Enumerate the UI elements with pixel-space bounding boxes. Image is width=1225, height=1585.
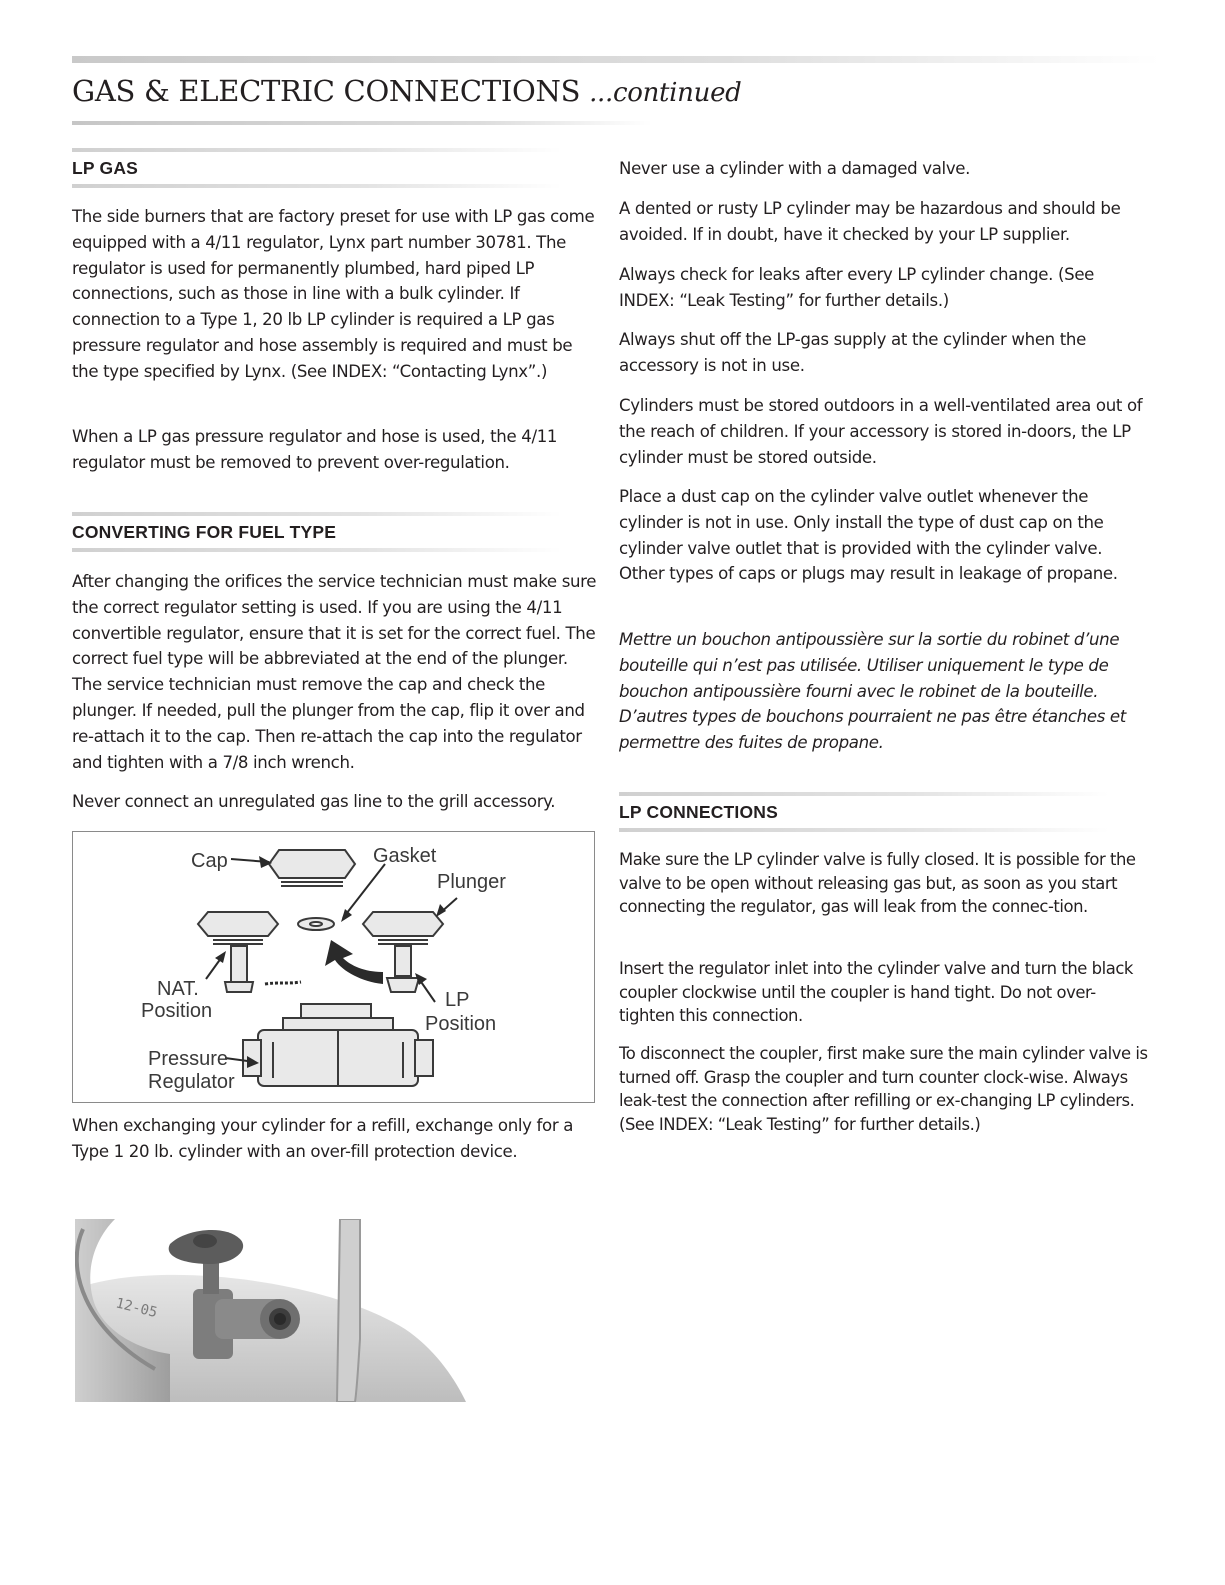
label-pressure: Pressure [148, 1048, 229, 1070]
section-header-lp-gas [72, 148, 562, 188]
lp-connections-paragraph-1: Make sure the LP cylinder valve is fully closed. It is possible for the valve to be open without releasing gas but, as soon as you start connecting the regulator, gas will leak from the connec-tion. [619, 850, 1136, 917]
lp-connections-paragraph-3: To disconnect the coupler, first make sure the main cylinder valve is turned off. Grasp the coupler and turn counter clock-wise. Always leak-test the connection after refilling or ex-changing LP cylinders. (See INDEX: “Leak Testing” for further details.) [619, 1044, 1148, 1134]
section-header-lp-connections [619, 792, 1109, 832]
lp-gas-paragraph-1: The side burners that are factory preset for use with LP gas come equipped with a 4/11 regulator, Lynx part number 30781. The regulator is used for permanently plumbed, hard piped LP connections, such as those in line with a bulk cylinder. If connection to a Type 1, 20 lb LP cylinder is required a LP gas pressure regulator and hose assembly is required and must be the type specified by Lynx. (See INDEX: “Contacting Lynx”.) [72, 207, 595, 381]
lp-connections-paragraph-2: Insert the regulator inlet into the cylinder valve and turn the black coupler clockwise until the coupler is hand tight. Do not over-tighten this connection. [619, 959, 1133, 1026]
lp-cylinder-valve-image [75, 1219, 466, 1402]
section-header-converting [72, 512, 562, 552]
section-rule [619, 828, 1109, 832]
label-cap: Cap [191, 850, 228, 872]
right-paragraph-6-french: Mettre un bouchon antipoussière sur la sortie du robinet d’une bouteille qui n’est pas utilisée. Utiliser uniquement le type de bouchon antipoussière fourni avec le robinet de la bouteille. D’autres types de bouchons pourraient ne pas être étanches et permettre des fuites de propane. [619, 630, 1126, 753]
label-lp: LP [445, 989, 470, 1011]
right-paragraph-6: Place a dust cap on the cylinder valve outlet whenever the cylinder is not in use. Only install the type of dust cap on the cylinder valve outlet that is provided with the cylinder valve. Other types of caps or plugs may result in leakage of propane. [619, 487, 1118, 584]
regulator-diagram [72, 831, 595, 1103]
section-heading: LP CONNECTIONS [619, 802, 779, 822]
lp-gas-paragraph-2: When a LP gas pressure regulator and hose is used, the 4/11 regulator must be removed to prevent over-regulation. [72, 427, 558, 472]
header-top-rule [72, 56, 1160, 63]
regulator-diagram-graphic [73, 832, 594, 1102]
section-rule [72, 548, 562, 552]
cylinder-stamp: 12-05 [114, 1295, 159, 1322]
right-paragraph-1: Never use a cylinder with a damaged valve. [619, 159, 971, 178]
page-title [72, 74, 742, 108]
converting-paragraph-1: After changing the orifices the service technician must make sure the correct regulator setting is used. If you are using the 4/11 convertible regulator, ensure that it is set for the correct fuel. The correct fuel type will be abbreviated at the end of the plunger. The service technician must remove the cap and check the plunger. If needed, pull the plunger from the cap, flip it over and re-attach it to the cap. Then re-attach the cap into the regulator and tighten with a 7/8 inch wrench. [72, 572, 597, 772]
label-plunger: Plunger [437, 871, 506, 893]
section-heading: CONVERTING FOR FUEL TYPE [72, 522, 337, 542]
page-title-continued: ...continued [589, 78, 742, 108]
page-title-main: GAS & ELECTRIC CONNECTIONS [72, 74, 581, 108]
title-underline [72, 121, 652, 125]
exchange-paragraph: When exchanging your cylinder for a refill, exchange only for a Type 1 20 lb. cylinder with an over-fill protection device. [72, 1116, 574, 1161]
section-rule [72, 184, 562, 188]
right-paragraph-5: Cylinders must be stored outdoors in a well-ventilated area out of the reach of children. If your accessory is stored in-doors, the LP cylinder must be stored outside. [619, 396, 1143, 467]
label-gasket: Gasket [373, 845, 437, 867]
label-lp-position: Position [425, 1013, 497, 1035]
right-paragraph-3: Always check for leaks after every LP cylinder change. (See INDEX: “Leak Testing” for further details.) [619, 265, 1095, 310]
lp-cylinder-valve-photo [75, 1219, 466, 1402]
right-paragraph-4: Always shut off the LP-gas supply at the cylinder when the accessory is not in use. [619, 330, 1086, 375]
right-paragraph-2: A dented or rusty LP cylinder may be hazardous and should be avoided. If in doubt, have it checked by your LP supplier. [619, 199, 1121, 244]
section-heading: LP GAS [72, 158, 139, 178]
label-nat-position: Position [141, 1000, 213, 1022]
label-regulator: Regulator [148, 1071, 235, 1093]
label-nat: NAT. [157, 978, 199, 1000]
converting-paragraph-2: Never connect an unregulated gas line to the grill accessory. [72, 792, 556, 811]
